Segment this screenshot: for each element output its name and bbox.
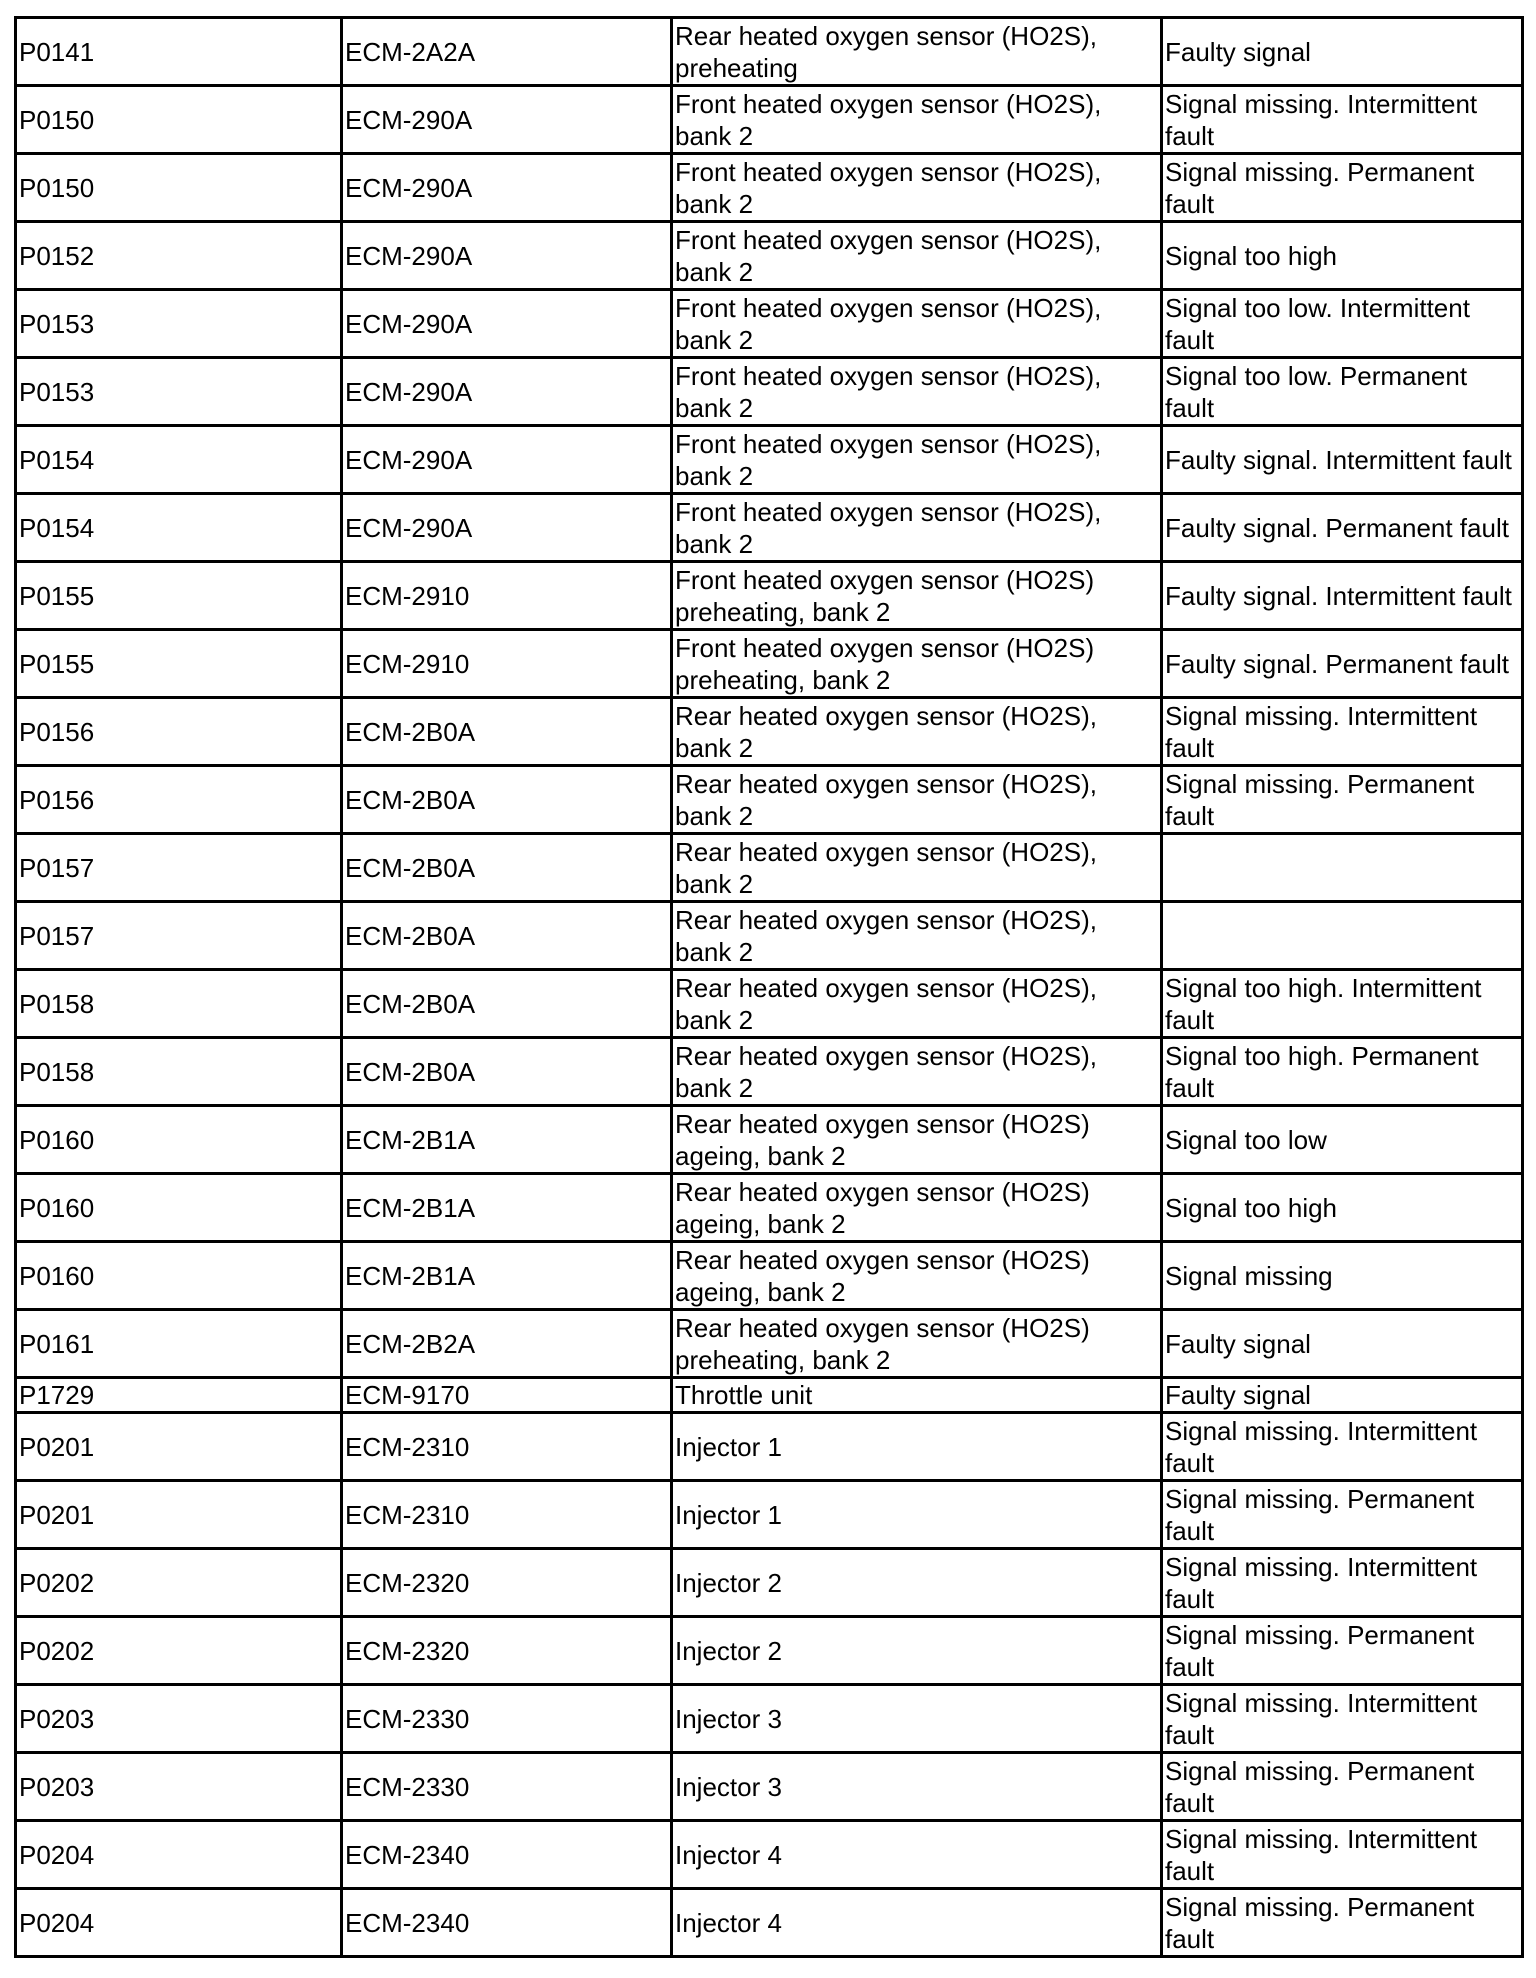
table-row bbox=[16, 1310, 1523, 1378]
ecm-code-cell: ECM-9170 bbox=[342, 1378, 672, 1413]
fault-type-cell: Signal missing. Permanent fault bbox=[1162, 1753, 1523, 1821]
dtc-code-cell: P0150 bbox=[16, 154, 342, 222]
dtc-code-cell: P0155 bbox=[16, 562, 342, 630]
ecm-code-cell: ECM-2310 bbox=[342, 1413, 672, 1481]
table-row bbox=[16, 562, 1523, 630]
component-cell: Front heated oxygen sensor (HO2S) preheating, bank 2 bbox=[672, 562, 1162, 630]
table-row bbox=[16, 1378, 1523, 1413]
component-cell: Front heated oxygen sensor (HO2S) preheating, bank 2 bbox=[672, 630, 1162, 698]
table-row bbox=[16, 834, 1523, 902]
dtc-code-cell: P0161 bbox=[16, 1310, 342, 1378]
component-cell: Rear heated oxygen sensor (HO2S), bank 2 bbox=[672, 902, 1162, 970]
ecm-code-cell: ECM-2B1A bbox=[342, 1174, 672, 1242]
ecm-code-cell: ECM-2340 bbox=[342, 1821, 672, 1889]
component-cell: Front heated oxygen sensor (HO2S), bank 2 bbox=[672, 358, 1162, 426]
fault-type-cell: Signal too low. Permanent fault bbox=[1162, 358, 1523, 426]
component-cell: Rear heated oxygen sensor (HO2S), bank 2 bbox=[672, 834, 1162, 902]
dtc-code-cell: P0203 bbox=[16, 1753, 342, 1821]
dtc-code-cell: P0141 bbox=[16, 18, 342, 86]
ecm-code-cell: ECM-2330 bbox=[342, 1685, 672, 1753]
table-row bbox=[16, 902, 1523, 970]
ecm-code-cell: ECM-290A bbox=[342, 426, 672, 494]
fault-type-cell: Signal too low. Intermittent fault bbox=[1162, 290, 1523, 358]
table-row bbox=[16, 358, 1523, 426]
component-cell: Injector 2 bbox=[672, 1617, 1162, 1685]
dtc-code-cell: P0156 bbox=[16, 766, 342, 834]
ecm-code-cell: ECM-2B1A bbox=[342, 1106, 672, 1174]
table-row bbox=[16, 290, 1523, 358]
dtc-code-cell: P0155 bbox=[16, 630, 342, 698]
component-cell: Throttle unit bbox=[672, 1378, 1162, 1413]
component-cell: Rear heated oxygen sensor (HO2S), preheating bbox=[672, 18, 1162, 86]
ecm-code-cell: ECM-2340 bbox=[342, 1889, 672, 1957]
fault-type-cell: Signal missing bbox=[1162, 1242, 1523, 1310]
component-cell: Injector 2 bbox=[672, 1549, 1162, 1617]
component-cell: Rear heated oxygen sensor (HO2S), bank 2 bbox=[672, 698, 1162, 766]
dtc-code-cell: P0157 bbox=[16, 834, 342, 902]
fault-type-cell: Faulty signal. Permanent fault bbox=[1162, 630, 1523, 698]
fault-code-table bbox=[14, 16, 1524, 1958]
ecm-code-cell: ECM-2B0A bbox=[342, 902, 672, 970]
table-row bbox=[16, 1549, 1523, 1617]
ecm-code-cell: ECM-290A bbox=[342, 222, 672, 290]
component-cell: Front heated oxygen sensor (HO2S), bank 2 bbox=[672, 154, 1162, 222]
ecm-code-cell: ECM-290A bbox=[342, 154, 672, 222]
fault-type-cell: Signal too high bbox=[1162, 222, 1523, 290]
ecm-code-cell: ECM-2910 bbox=[342, 630, 672, 698]
dtc-code-cell: P0202 bbox=[16, 1617, 342, 1685]
table-row bbox=[16, 154, 1523, 222]
ecm-code-cell: ECM-290A bbox=[342, 494, 672, 562]
fault-code-table-body bbox=[16, 18, 1523, 1957]
fault-type-cell: Faulty signal bbox=[1162, 18, 1523, 86]
table-row bbox=[16, 1038, 1523, 1106]
ecm-code-cell: ECM-2B0A bbox=[342, 970, 672, 1038]
dtc-code-cell: P0157 bbox=[16, 902, 342, 970]
fault-type-cell: Signal too high bbox=[1162, 1174, 1523, 1242]
component-cell: Front heated oxygen sensor (HO2S), bank 2 bbox=[672, 426, 1162, 494]
component-cell: Rear heated oxygen sensor (HO2S) ageing, bank 2 bbox=[672, 1242, 1162, 1310]
table-row bbox=[16, 222, 1523, 290]
fault-type-cell: Signal missing. Intermittent fault bbox=[1162, 86, 1523, 154]
table-row bbox=[16, 1889, 1523, 1957]
ecm-code-cell: ECM-2B0A bbox=[342, 834, 672, 902]
dtc-code-cell: P0158 bbox=[16, 970, 342, 1038]
fault-type-cell: Faulty signal. Permanent fault bbox=[1162, 494, 1523, 562]
ecm-code-cell: ECM-2B1A bbox=[342, 1242, 672, 1310]
fault-type-cell bbox=[1162, 834, 1523, 902]
dtc-code-cell: P0153 bbox=[16, 358, 342, 426]
table-row bbox=[16, 1106, 1523, 1174]
ecm-code-cell: ECM-290A bbox=[342, 290, 672, 358]
dtc-code-cell: P0156 bbox=[16, 698, 342, 766]
component-cell: Front heated oxygen sensor (HO2S), bank 2 bbox=[672, 494, 1162, 562]
component-cell: Rear heated oxygen sensor (HO2S), bank 2 bbox=[672, 766, 1162, 834]
fault-type-cell: Signal missing. Permanent fault bbox=[1162, 1889, 1523, 1957]
ecm-code-cell: ECM-2310 bbox=[342, 1481, 672, 1549]
dtc-code-cell: P0158 bbox=[16, 1038, 342, 1106]
component-cell: Front heated oxygen sensor (HO2S), bank 2 bbox=[672, 222, 1162, 290]
fault-type-cell: Signal missing. Intermittent fault bbox=[1162, 1549, 1523, 1617]
dtc-code-cell: P0153 bbox=[16, 290, 342, 358]
component-cell: Rear heated oxygen sensor (HO2S), bank 2 bbox=[672, 970, 1162, 1038]
dtc-code-cell: P0152 bbox=[16, 222, 342, 290]
dtc-code-cell: P0201 bbox=[16, 1413, 342, 1481]
dtc-code-cell: P0204 bbox=[16, 1821, 342, 1889]
fault-type-cell: Signal too high. Permanent fault bbox=[1162, 1038, 1523, 1106]
component-cell: Front heated oxygen sensor (HO2S), bank 2 bbox=[672, 290, 1162, 358]
ecm-code-cell: ECM-290A bbox=[342, 358, 672, 426]
ecm-code-cell: ECM-2910 bbox=[342, 562, 672, 630]
ecm-code-cell: ECM-2B2A bbox=[342, 1310, 672, 1378]
component-cell: Injector 3 bbox=[672, 1685, 1162, 1753]
table-row bbox=[16, 1413, 1523, 1481]
fault-type-cell: Signal missing. Permanent fault bbox=[1162, 1481, 1523, 1549]
fault-type-cell: Signal missing. Intermittent fault bbox=[1162, 698, 1523, 766]
component-cell: Injector 3 bbox=[672, 1753, 1162, 1821]
ecm-code-cell: ECM-2B0A bbox=[342, 1038, 672, 1106]
dtc-code-cell: P0154 bbox=[16, 426, 342, 494]
fault-type-cell bbox=[1162, 902, 1523, 970]
component-cell: Rear heated oxygen sensor (HO2S) ageing, bank 2 bbox=[672, 1106, 1162, 1174]
ecm-code-cell: ECM-2B0A bbox=[342, 698, 672, 766]
table-row bbox=[16, 630, 1523, 698]
table-row bbox=[16, 1242, 1523, 1310]
table-row bbox=[16, 1753, 1523, 1821]
fault-type-cell: Faulty signal bbox=[1162, 1378, 1523, 1413]
dtc-code-cell: P0160 bbox=[16, 1242, 342, 1310]
dtc-code-cell: P0204 bbox=[16, 1889, 342, 1957]
table-row bbox=[16, 426, 1523, 494]
fault-type-cell: Signal too low bbox=[1162, 1106, 1523, 1174]
table-row bbox=[16, 18, 1523, 86]
component-cell: Rear heated oxygen sensor (HO2S), bank 2 bbox=[672, 1038, 1162, 1106]
table-row bbox=[16, 1174, 1523, 1242]
dtc-code-cell: P0150 bbox=[16, 86, 342, 154]
dtc-code-cell: P0202 bbox=[16, 1549, 342, 1617]
fault-type-cell: Signal missing. Permanent fault bbox=[1162, 766, 1523, 834]
table-row bbox=[16, 1821, 1523, 1889]
fault-type-cell: Faulty signal. Intermittent fault bbox=[1162, 426, 1523, 494]
component-cell: Injector 4 bbox=[672, 1889, 1162, 1957]
ecm-code-cell: ECM-2320 bbox=[342, 1549, 672, 1617]
component-cell: Injector 4 bbox=[672, 1821, 1162, 1889]
fault-type-cell: Signal missing. Intermittent fault bbox=[1162, 1685, 1523, 1753]
dtc-code-cell: P0201 bbox=[16, 1481, 342, 1549]
dtc-code-cell: P0160 bbox=[16, 1106, 342, 1174]
fault-type-cell: Signal missing. Permanent fault bbox=[1162, 154, 1523, 222]
fault-type-cell: Faulty signal. Intermittent fault bbox=[1162, 562, 1523, 630]
component-cell: Injector 1 bbox=[672, 1481, 1162, 1549]
table-row bbox=[16, 86, 1523, 154]
component-cell: Front heated oxygen sensor (HO2S), bank 2 bbox=[672, 86, 1162, 154]
component-cell: Injector 1 bbox=[672, 1413, 1162, 1481]
component-cell: Rear heated oxygen sensor (HO2S) ageing, bank 2 bbox=[672, 1174, 1162, 1242]
ecm-code-cell: ECM-2330 bbox=[342, 1753, 672, 1821]
table-row bbox=[16, 1685, 1523, 1753]
ecm-code-cell: ECM-2A2A bbox=[342, 18, 672, 86]
component-cell: Rear heated oxygen sensor (HO2S) preheating, bank 2 bbox=[672, 1310, 1162, 1378]
fault-type-cell: Signal missing. Intermittent fault bbox=[1162, 1821, 1523, 1889]
table-row bbox=[16, 970, 1523, 1038]
table-row bbox=[16, 1617, 1523, 1685]
fault-type-cell: Signal missing. Intermittent fault bbox=[1162, 1413, 1523, 1481]
dtc-code-cell: P1729 bbox=[16, 1378, 342, 1413]
fault-type-cell: Signal too high. Intermittent fault bbox=[1162, 970, 1523, 1038]
table-row bbox=[16, 1481, 1523, 1549]
dtc-code-cell: P0203 bbox=[16, 1685, 342, 1753]
ecm-code-cell: ECM-290A bbox=[342, 86, 672, 154]
dtc-code-cell: P0154 bbox=[16, 494, 342, 562]
table-row bbox=[16, 494, 1523, 562]
fault-type-cell: Signal missing. Permanent fault bbox=[1162, 1617, 1523, 1685]
fault-type-cell: Faulty signal bbox=[1162, 1310, 1523, 1378]
dtc-code-cell: P0160 bbox=[16, 1174, 342, 1242]
table-row bbox=[16, 698, 1523, 766]
ecm-code-cell: ECM-2B0A bbox=[342, 766, 672, 834]
ecm-code-cell: ECM-2320 bbox=[342, 1617, 672, 1685]
table-row bbox=[16, 766, 1523, 834]
